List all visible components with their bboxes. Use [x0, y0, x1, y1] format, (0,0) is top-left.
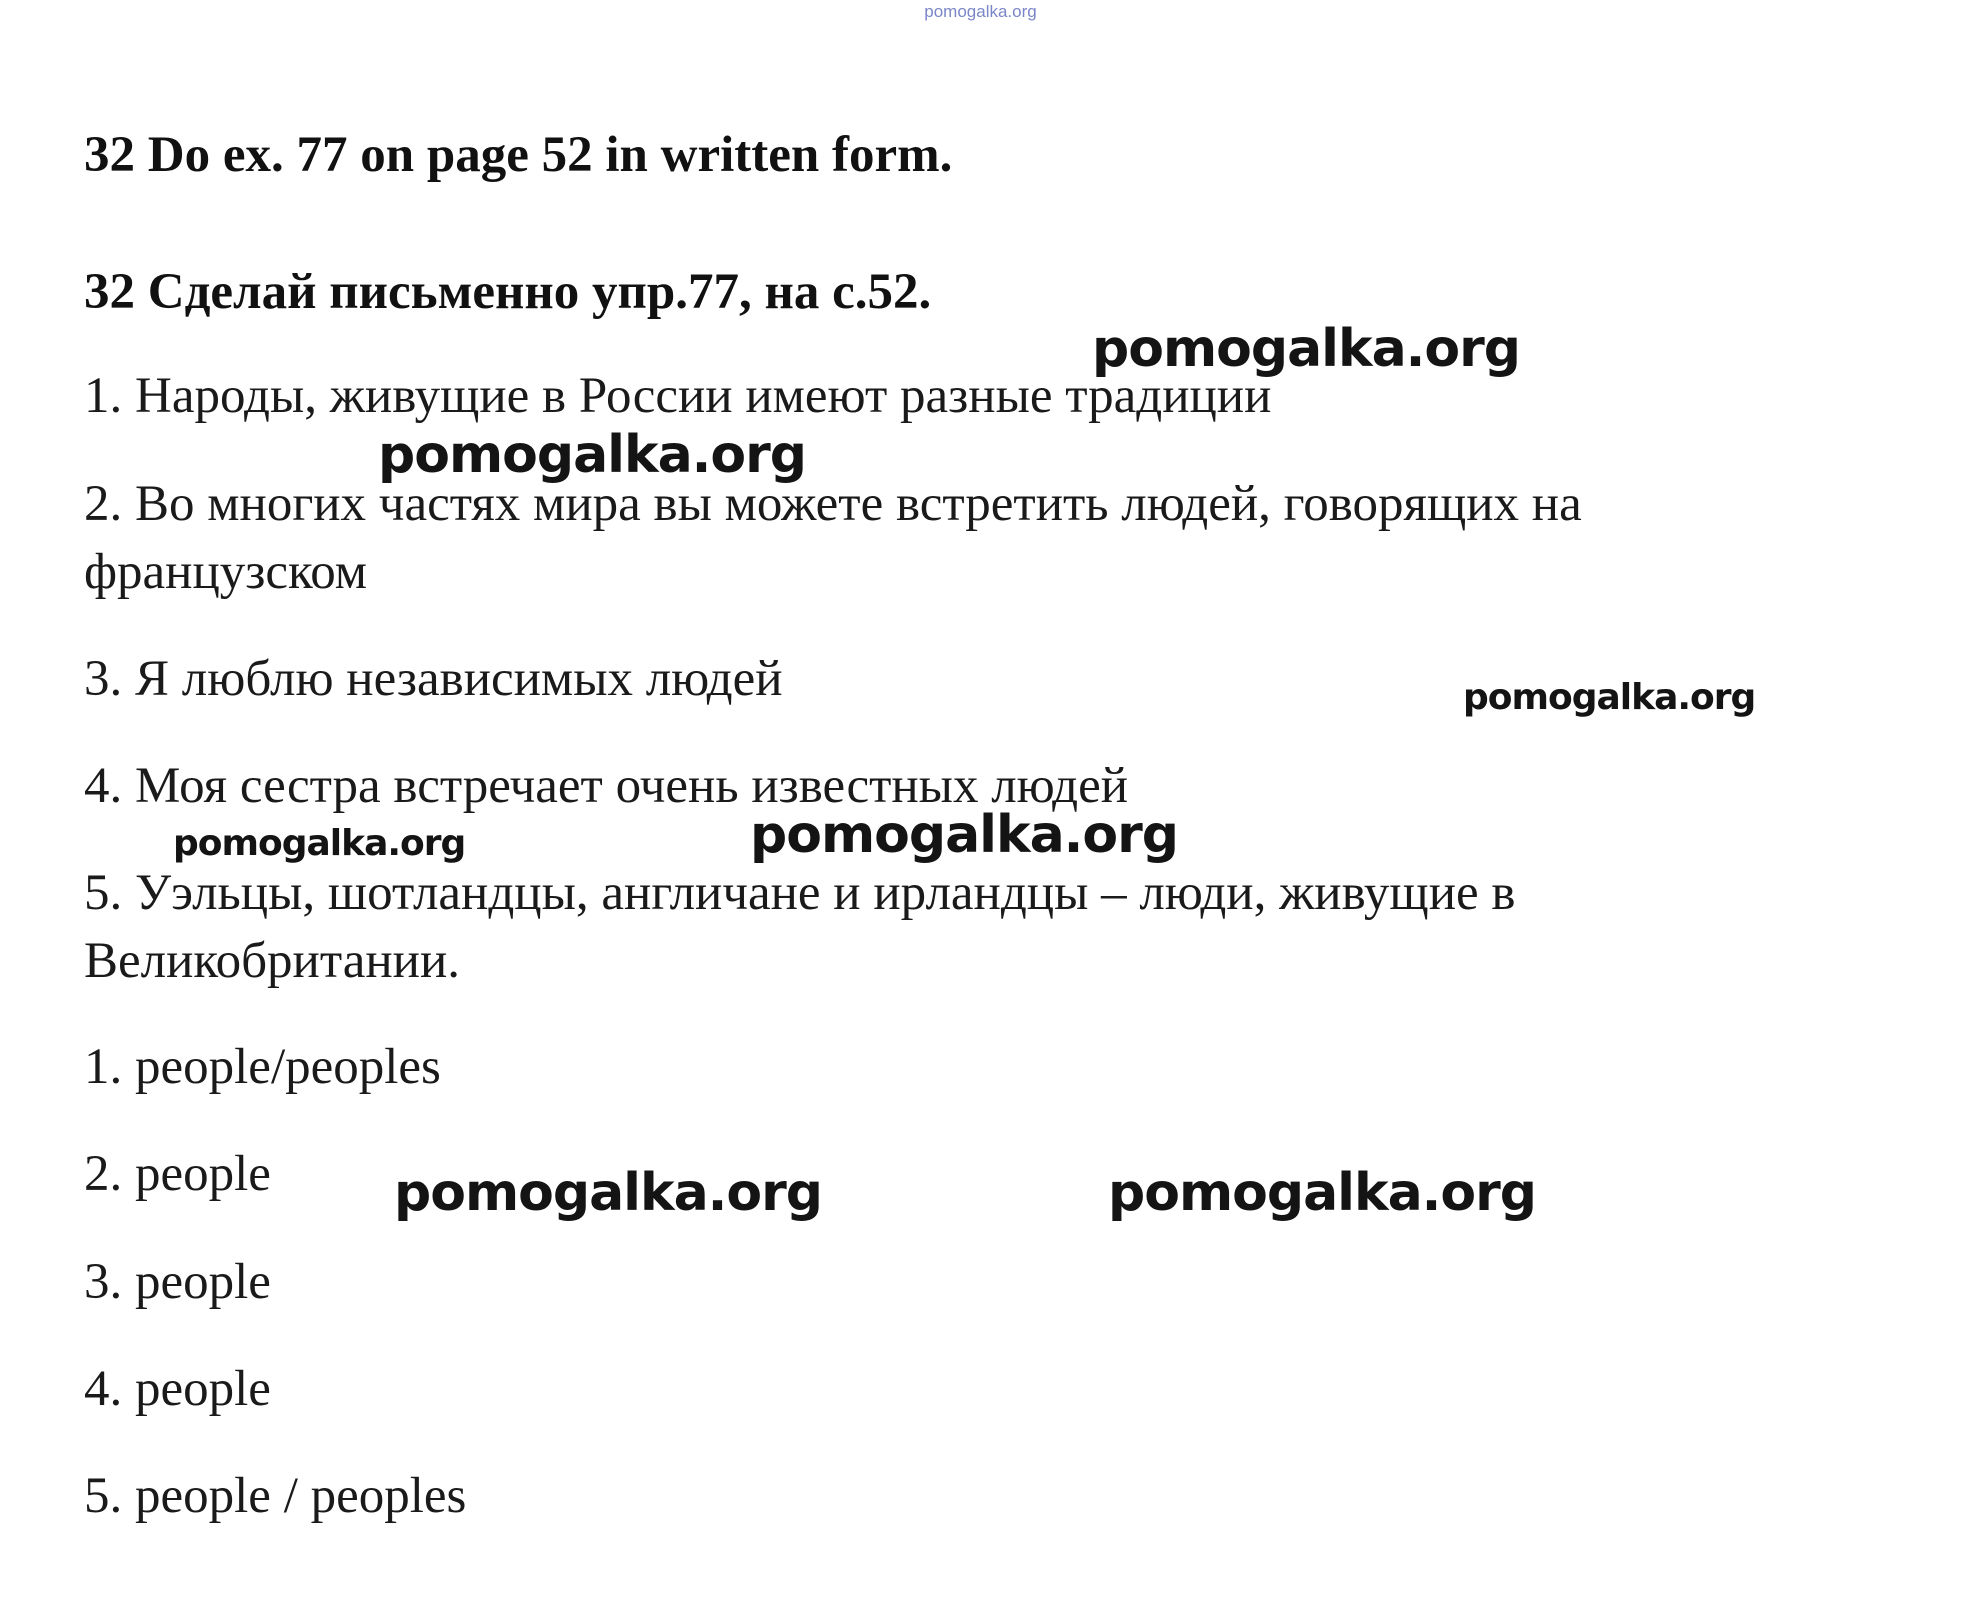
top-watermark: pomogalka.org — [924, 2, 1037, 21]
watermark: pomogalka.org — [394, 1163, 823, 1223]
watermark: pomogalka.org — [173, 823, 466, 864]
answer-line-1: 1. people/peoples — [84, 1039, 441, 1095]
translation-line-2-cont: французском — [84, 544, 368, 600]
answer-line-2: 2. people — [84, 1146, 271, 1202]
watermark: pomogalka.org — [1463, 677, 1756, 718]
translation-line-1: 1. Народы, живущие в России имеют разные традиции — [84, 368, 1272, 424]
exercise-heading-english: 32 Do ex. 77 on page 52 in written form. — [84, 127, 953, 183]
watermark: pomogalka.org — [1092, 319, 1521, 379]
translation-line-5: 5. Уэльцы, шотландцы, англичане и ирландцы – люди, живущие в — [84, 865, 1516, 921]
translation-line-4: 4. Моя сестра встречает очень известных людей — [84, 758, 1129, 814]
exercise-heading-russian: 32 Сделай письменно упр.77, на с.52. — [84, 264, 932, 320]
answer-line-5: 5. people / peoples — [84, 1468, 467, 1524]
translation-line-3: 3. Я люблю независимых людей — [84, 651, 783, 707]
translation-line-5-cont: Великобритании. — [84, 933, 461, 989]
translation-line-2: 2. Во многих частях мира вы можете встретить людей, говорящих на — [84, 476, 1582, 532]
answer-line-4: 4. people — [84, 1361, 271, 1417]
watermark: pomogalka.org — [1108, 1163, 1537, 1223]
answer-line-3: 3. people — [84, 1254, 271, 1310]
watermark: pomogalka.org — [378, 425, 807, 485]
watermark: pomogalka.org — [750, 805, 1179, 865]
